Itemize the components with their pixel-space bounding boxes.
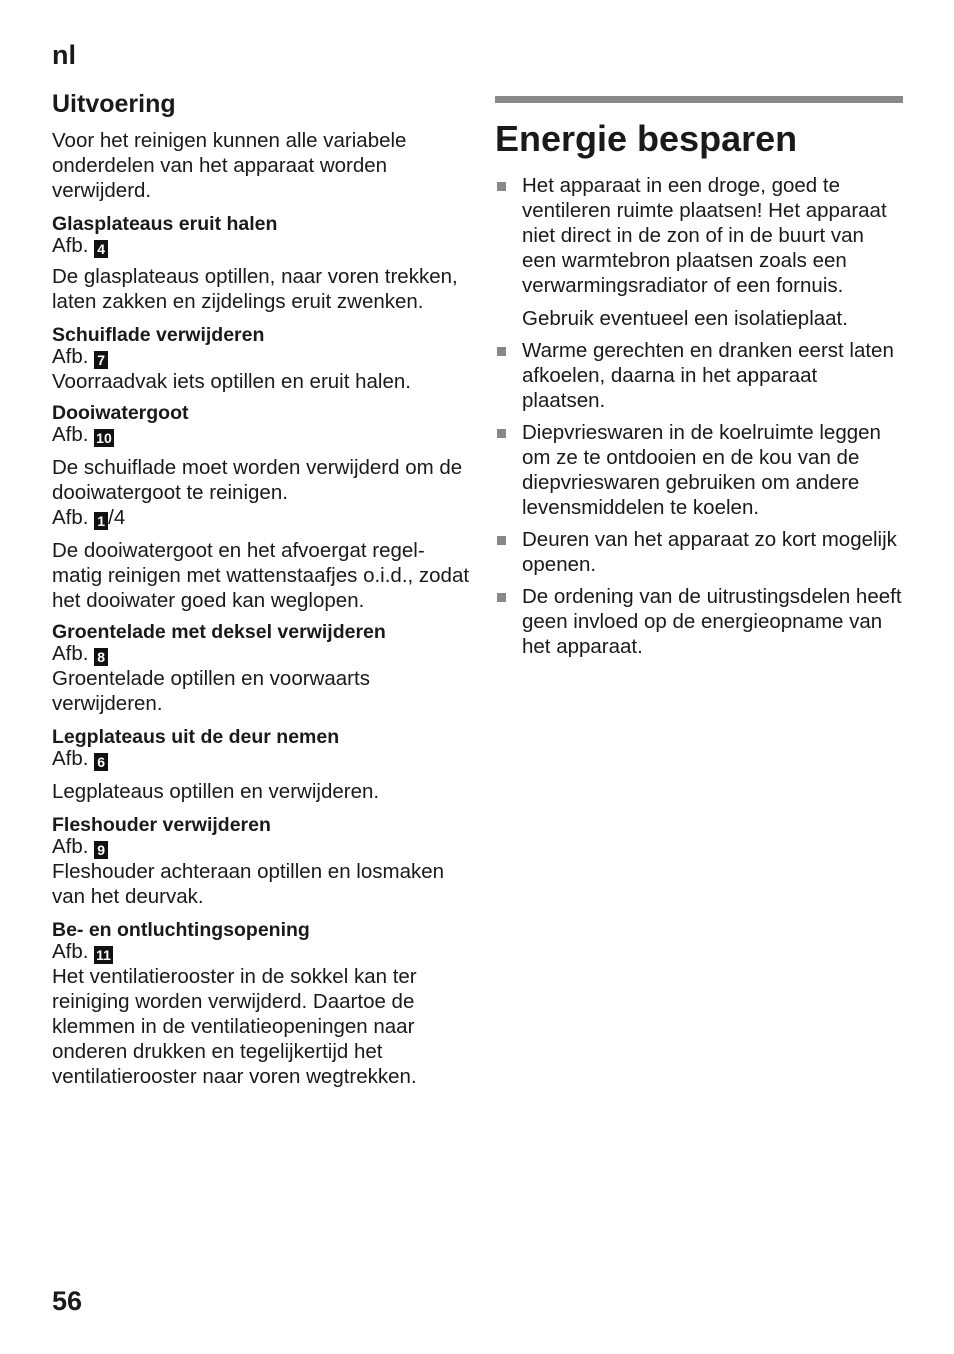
subsection-title: Glasplateaus eruit halen [52,213,278,235]
figure-number-badge: 9 [94,841,108,859]
figure-number-badge: 6 [94,753,108,771]
figure-reference: Afb. 8 [52,643,472,666]
figure-reference: Afb. 6 [52,748,472,771]
subsection-glasplateaus [52,213,472,314]
figure-number-badge: 1 [94,512,108,530]
figure-number-badge: 8 [94,648,108,666]
figure-number-badge: 10 [96,430,112,446]
section-divider [495,96,903,103]
page-number: 56 [52,1286,83,1316]
list-item: Warme gerechten en dranken eerst laten afkoelen, daarna in het apparaat plaatsen. [495,338,903,413]
subsection-schuiflade [52,324,472,394]
list-item: Deuren van het apparaat zo kort mogelijk openen. [495,527,903,577]
intro-paragraph: Voor het reinigen kunnen alle variabele onderdelen van het apparaat worden verwijderd. [52,129,407,202]
figure-reference: Afb. 7 [52,346,472,369]
subsection-groentelade [52,621,472,716]
subsection-ventilatie [52,919,472,1089]
bullet-square-icon [497,593,506,602]
subsection-text: Het ventilatierooster in de sokkel kan ter reiniging worden verwijderd. Daartoe de klemmen in de ventilatieopeningen naar onderen drukken en tegelijkertijd het ventilatierooster naar voren wegtrekken. [52,965,417,1088]
figure-reference: Afb. 11 [52,940,111,963]
list-item: Diepvrieswaren in de koelruimte leggen om ze te ontdooien en de kou van de diepvrieswaren gebruiken om andere levensmiddelen te koelen. [495,420,903,520]
bullet-square-icon [497,536,506,545]
figure-number-badge: 7 [94,351,108,369]
list-item-note: Gebruik eventueel een isolatieplaat. [522,307,848,330]
list-item: De ordening van de uitrustingsdelen heeft geen invloed op de energieopname van het apparaat. [495,584,903,659]
subsection-text: Voorraadvak iets optillen en eruit halen. [52,370,411,393]
subsection-title: Legplateaus uit de deur nemen [52,726,340,748]
bullet-square-icon [497,182,506,191]
figure-reference: Afb. 10 [52,423,112,446]
figure-reference: Afb. 9 [52,836,472,859]
language-label: nl [52,40,76,70]
subsection-title: Dooiwatergoot [52,402,189,424]
page-title-energie: Energie besparen [495,118,798,159]
subsection-title: Fleshouder verwijderen [52,814,271,836]
figure-number-badge: 11 [96,947,111,963]
subsection-title: Groentelade met deksel verwijderen [52,621,386,643]
subsection-text: Fleshouder achteraan optillen en losmaken van het deurvak. [52,860,445,908]
subsection-text: De schuiflade moet worden verwijderd om de dooiwatergoot te reinigen. [52,456,463,504]
section-title-uitvoering: Uitvoering [52,90,176,118]
subsection-text: De dooiwatergoot en het afvoergat regel-matig reinigen met wattenstaafjes o.i.d., zodat het dooiwater goed kan weglopen. [52,539,470,612]
subsection-fleshouder [52,814,472,909]
subsection-title: Schuiflade verwijderen [52,324,265,346]
subsection-legplateaus [52,726,472,804]
figure-reference: Afb. 4 [52,235,472,258]
right-column [495,96,903,666]
subsection-text: De glasplateaus optillen, naar voren trekken, laten zakken en zijdelings eruit zwenken. [52,265,458,313]
bullet-square-icon [497,429,506,438]
list-item: Het apparaat in een droge, goed te ventileren ruimte plaatsen! Het apparaat niet direct in de zon of in de buurt van een warmtebron plaatsen zoals een verwarmingsradiator of een fornuis. Gebruik eventueel een isolatieplaat. [495,173,903,331]
subsection-dooiwatergoot [52,402,472,613]
figure-number-badge: 4 [94,240,108,258]
left-column [52,88,472,1089]
bullet-square-icon [497,347,506,356]
subsection-text: Legplateaus optillen en verwijderen. [52,780,380,803]
figure-reference: Afb. 1 /4 [52,506,126,529]
subsection-title: Be- en ontluchtingsopening [52,919,310,941]
subsection-text: Groentelade optillen en voorwaarts verwijderen. [52,667,370,715]
energy-tips-list [495,173,903,659]
